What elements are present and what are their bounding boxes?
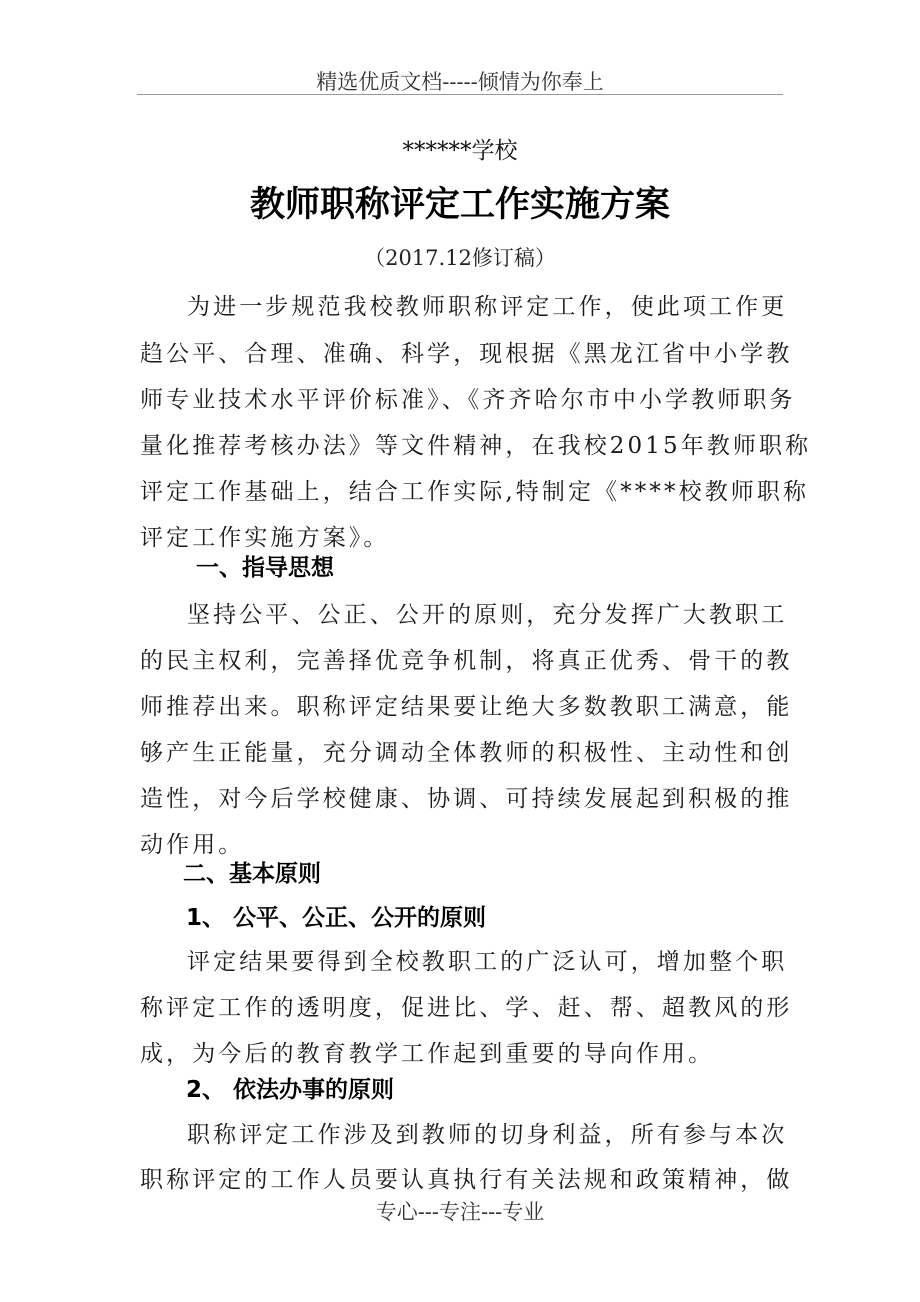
- section-heading: 一、指导思想: [196, 555, 334, 581]
- page-footer: 专心---专注---专业: [375, 1200, 545, 1224]
- paragraph-line: 为进一步规范我校教师职称评定工作，使此项工作更: [187, 294, 788, 320]
- paragraph-line: 评定工作实施方案》。: [140, 525, 390, 551]
- paragraph-line: 职称评定工作涉及到教师的切身利益，所有参与本次: [187, 1122, 788, 1148]
- section-heading: 二、基本原则: [183, 861, 321, 887]
- paragraph-line: 动作用。: [140, 832, 245, 858]
- paragraph-line: 坚持公平、公正、公开的原则，充分发挥广大教职工: [187, 602, 788, 628]
- paragraph-line: 师推荐出来。职称评定结果要让绝大多数教职工满意，能: [140, 694, 793, 720]
- paragraph-line: 造性，对今后学校健康、协调、可持续发展起到积极的推: [140, 786, 793, 812]
- paragraph-line: 量化推荐考核办法》等文件精神，在我校2015年教师职称: [140, 433, 812, 459]
- header-text: 精选优质文档-----倾情为你奉上: [316, 70, 604, 94]
- paragraph-line: 师专业技术水平评价标准》、《齐齐哈尔市中小学教师职务: [140, 387, 796, 413]
- paragraph-line: 评定结果要得到全校教职工的广泛认可，增加整个职: [187, 949, 788, 975]
- subsection-heading: 1、 公平、公正、公开的原则: [186, 905, 487, 931]
- paragraph-line: 称评定工作的透明度，促进比、学、赶、帮、超教风的形: [140, 995, 793, 1021]
- paragraph-line: 评定工作基础上，结合工作实际,特制定《****校教师职称: [140, 479, 810, 505]
- header-divider: [137, 94, 783, 95]
- paragraph-line: 成，为今后的教育教学工作起到重要的导向作用。: [140, 1041, 715, 1067]
- paragraph-line: 职称评定的工作人员要认真执行有关法规和政策精神，做: [140, 1167, 793, 1193]
- document-title: 教师职称评定工作实施方案: [249, 185, 670, 225]
- paragraph-line: 的民主权利，完善择优竞争机制，将真正优秀、骨干的教: [140, 648, 793, 674]
- paragraph-line: 够产生正能量，充分调动全体教师的积极性、主动性和创: [140, 740, 793, 766]
- document-subtitle: （2017.12修订稿）: [364, 246, 556, 270]
- subsection-heading: 2、 依法办事的原则: [186, 1077, 395, 1103]
- school-name: ******学校: [402, 138, 518, 164]
- paragraph-line: 趋公平、合理、准确、科学，现根据《黑龙江省中小学教: [140, 341, 793, 367]
